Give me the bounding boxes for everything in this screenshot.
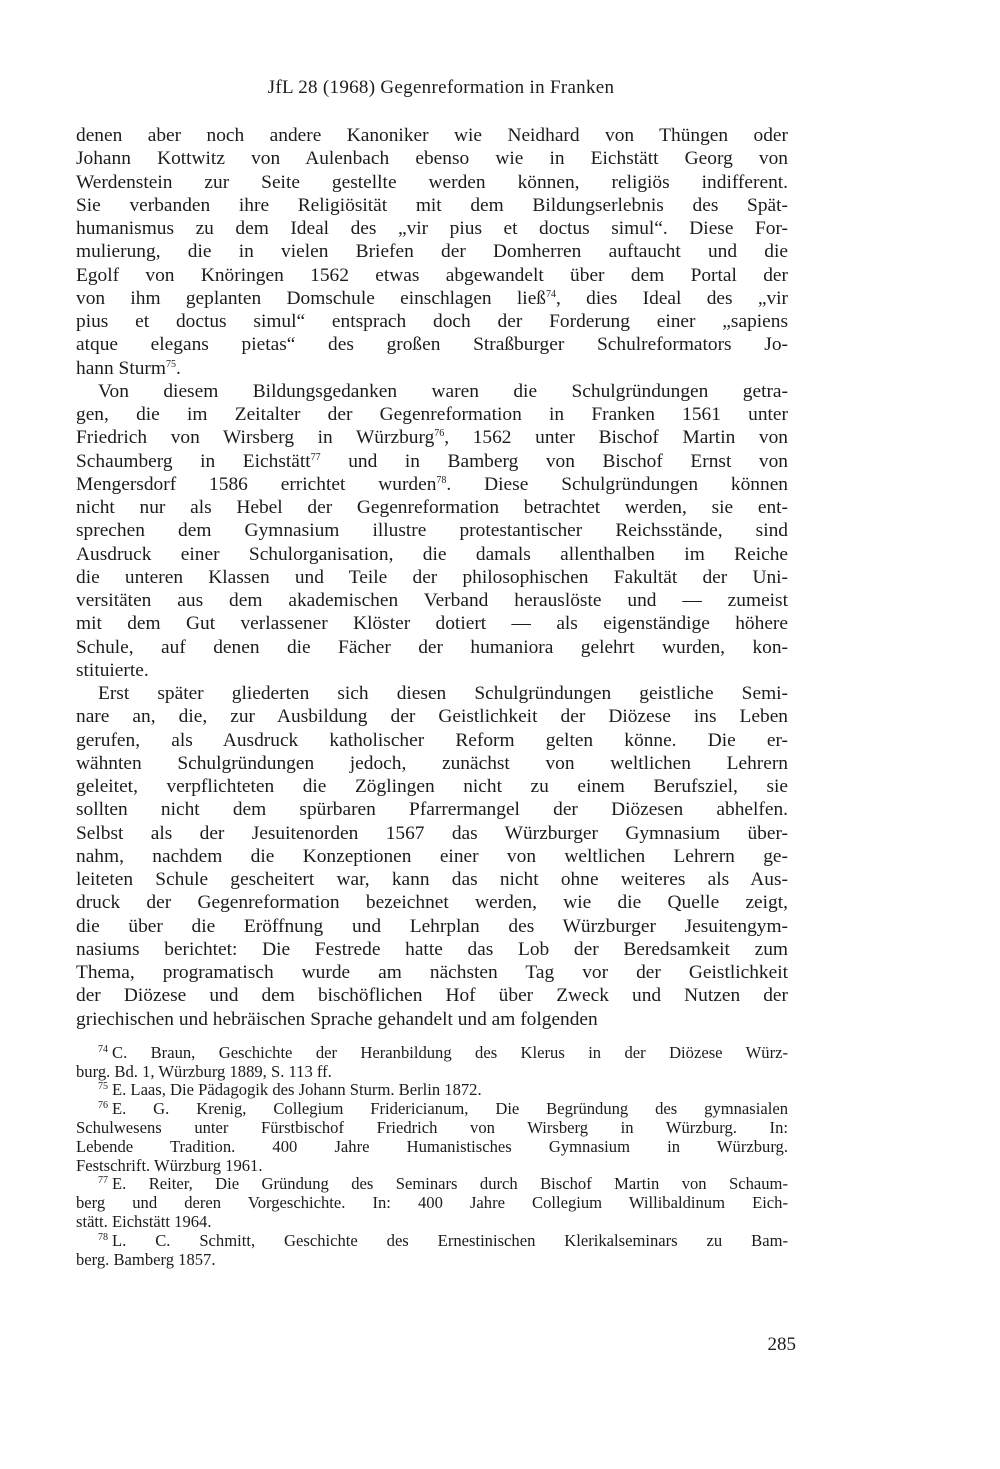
footnote-line [76, 1157, 788, 1176]
footnote-reference: 76 [434, 428, 445, 440]
footnote-78 [76, 1232, 788, 1270]
running-head: JfL 28 (1968) Gegenreformation in Franken [267, 77, 615, 98]
footnote-text: Schulwesens unter Fürstbischof Friedrich von Wirsberg in Würzburg. In: [76, 1117, 788, 1137]
line-text: Friedrich von Wirsberg in Würzburg [76, 427, 435, 449]
body-paragraph-2 [76, 380, 788, 682]
footnote-number: 74 [98, 1043, 108, 1055]
text-line: die über die Eröffnung und Lehrplan des Würzburger Jesuitengym- [76, 915, 788, 937]
footnote-text: E. G. Krenig, Collegium Fridericianum, Die Begründung des gymnasialen [112, 1099, 788, 1119]
footnote-line [76, 1175, 788, 1194]
text-line: Sie verbanden ihre Religiösität mit dem Bildungserlebnis des Spät- [76, 194, 788, 216]
footnote-line [76, 1063, 788, 1082]
footnote-reference: 77 [310, 451, 321, 463]
text-line: gen, die im Zeitalter der Gegenreformation in Franken 1561 unter [76, 404, 788, 425]
footnote-line [76, 1251, 788, 1270]
footnote-line [76, 1100, 788, 1119]
text-line: mulierung, die in vielen Briefen der Domherren auftaucht und die [76, 241, 788, 263]
text-line: Egolf von Knöringen 1562 etwas abgewandelt über dem Portal der [76, 264, 788, 286]
footnote-line [76, 1138, 788, 1157]
footnote-75 [76, 1081, 788, 1100]
line-text: und in Bamberg von Bischof Ernst von [320, 450, 788, 472]
footnote-reference: 78 [436, 474, 447, 486]
footnote-text: berg. Bamberg 1857. [76, 1249, 216, 1269]
footnote-line [76, 1119, 788, 1138]
text-line: nare an, die, zur Ausbildung der Geistlichkeit der Diözese ins Leben [76, 706, 788, 728]
footnote-text: berg und deren Vorgeschichte. In: 400 Jahre Collegium Willibaldinum Eich- [76, 1193, 788, 1213]
text-line: versitäten aus dem akademischen Verband herauslöste und — zumeist [76, 590, 788, 611]
text-line: wähnten Schulgründungen jedoch, zunächst von weltlichen Lehrern [76, 752, 788, 774]
text-line: Werdenstein zur Seite gestellte werden können, religiös indifferent. [76, 171, 788, 193]
text-line: nicht nur als Hebel der Gegenreformation betrachtet werden, sie ent- [76, 497, 788, 518]
text-line: mit dem Gut verlassener Klöster dotiert — als eigenständige höhere [76, 613, 788, 635]
text-line: denen aber noch andere Kanoniker wie Neidhard von Thüngen oder [76, 125, 788, 146]
text-line: Schule, auf denen die Fächer der humaniora gelehrt wurden, kon- [76, 636, 788, 658]
text-line: gerufen, als Ausdruck katholischer Reform gelten könne. Die er- [76, 729, 788, 751]
line-text: von ihm geplanten Domschule einschlagen ließ [76, 287, 546, 309]
footnote-76 [76, 1100, 788, 1175]
line-text: . [175, 357, 181, 379]
text-line: sollten nicht dem spürbaren Pfarrermangel der Diözesen abhelfen. [76, 799, 788, 821]
text-line: druck der Gegenreformation bezeichnet werden, wie die Quelle zeigt, [76, 892, 788, 914]
text-line: Von diesem Bildungsgedanken waren die Schulgründungen getra- [98, 380, 788, 402]
footnote-line [76, 1044, 788, 1063]
text-line [76, 450, 788, 473]
text-line: Selbst als der Jesuitenorden 1567 das Würzburger Gymnasium über- [76, 822, 788, 844]
text-line [76, 287, 788, 310]
text-line [76, 426, 788, 449]
text-line: griechischen und hebräischen Sprache gehandelt und am folgenden [76, 1008, 598, 1030]
text-line: nahm, nachdem die Konzeptionen einer von weltlichen Lehrern ge- [76, 845, 788, 867]
text-line: leiteten Schule gescheitert war, kann das nicht ohne weiteres als Aus- [76, 869, 788, 890]
text-line [76, 357, 788, 380]
text-line: stituierte. [76, 659, 149, 681]
text-line: Johann Kottwitz von Aulenbach ebenso wie in Eichstätt Georg von [76, 148, 788, 170]
line-text: hann Sturm [76, 357, 166, 379]
text-line: Thema, programatisch wurde am nächsten Tag vor der Geistlichkeit [76, 962, 788, 983]
footnote-number: 77 [98, 1175, 108, 1187]
text-line [76, 473, 788, 496]
text-line: nasiums berichtet: Die Festrede hatte das Lob der Beredsamkeit zum [76, 938, 788, 960]
page-number: 285 [767, 1334, 796, 1355]
footnote-number: 75 [98, 1081, 108, 1093]
footnote-text: E. Reiter, Die Gründung des Seminars durch Bischof Martin von Schaum- [112, 1174, 788, 1194]
text-line: atque elegans pietas“ des großen Straßburger Schulreformators Jo- [76, 334, 788, 356]
line-text: Mengersdorf 1586 errichtet wurden [76, 473, 437, 495]
footnote-text: burg. Bd. 1, Würzburg 1889, S. 113 ff. [76, 1061, 332, 1081]
body-paragraph-1 [76, 124, 788, 380]
footnotes [76, 1044, 788, 1270]
footnote-reference: 74 [546, 288, 556, 300]
footnote-text: Festschrift. Würzburg 1961. [76, 1155, 263, 1175]
text-line: Erst später gliederten sich diesen Schulgründungen geistliche Semi- [98, 683, 788, 704]
line-text: Schaumberg in Eichstätt [76, 450, 311, 472]
footnote-line [76, 1081, 788, 1100]
text-line: Ausdruck einer Schulorganisation, die damals allenthalben im Reiche [76, 543, 788, 565]
footnote-line [76, 1232, 788, 1251]
footnote-text: Lebende Tradition. 400 Jahre Humanistisches Gymnasium in Würzburg. [76, 1136, 788, 1156]
text-line: pius et doctus simul“ entsprach doch der Forderung einer „sapiens [76, 311, 788, 332]
footnote-text: L. C. Schmitt, Geschichte des Ernestinischen Klerikalseminars zu Bam- [112, 1230, 788, 1250]
footnote-number: 76 [98, 1100, 108, 1112]
footnote-number: 78 [98, 1231, 108, 1243]
footnote-74 [76, 1044, 788, 1082]
body-paragraph-3 [76, 682, 788, 1031]
footnote-77 [76, 1175, 788, 1231]
line-text: , 1562 unter Bischof Martin von [444, 427, 788, 449]
book-page [76, 70, 788, 1269]
text-line: humanismus zu dem Ideal des „vir pius et doctus simul“. Diese For- [76, 218, 788, 239]
line-text: , dies Ideal des „vir [556, 287, 788, 309]
footnote-line [76, 1213, 788, 1232]
footnote-text: E. Laas, Die Pädagogik des Johann Sturm. Berlin 1872. [112, 1080, 482, 1100]
footnote-text: C. Braun, Geschichte der Heranbildung des Klerus in der Diözese Würz- [112, 1042, 788, 1062]
footnote-line [76, 1194, 788, 1213]
footnote-reference: 75 [165, 358, 176, 370]
text-line: die unteren Klassen und Teile der philosophischen Fakultät der Uni- [76, 566, 788, 588]
text-line: sprechen dem Gymnasium illustre protestantischer Reichsstände, sind [76, 520, 788, 542]
line-text: . Diese Schulgründungen können [446, 473, 788, 495]
text-line: der Diözese und dem bischöflichen Hof über Zweck und Nutzen der [76, 985, 788, 1007]
footnote-text: stätt. Eichstätt 1964. [76, 1211, 212, 1231]
text-line: geleitet, verpflichteten die Zöglingen nicht zu einem Berufsziel, sie [76, 776, 788, 797]
